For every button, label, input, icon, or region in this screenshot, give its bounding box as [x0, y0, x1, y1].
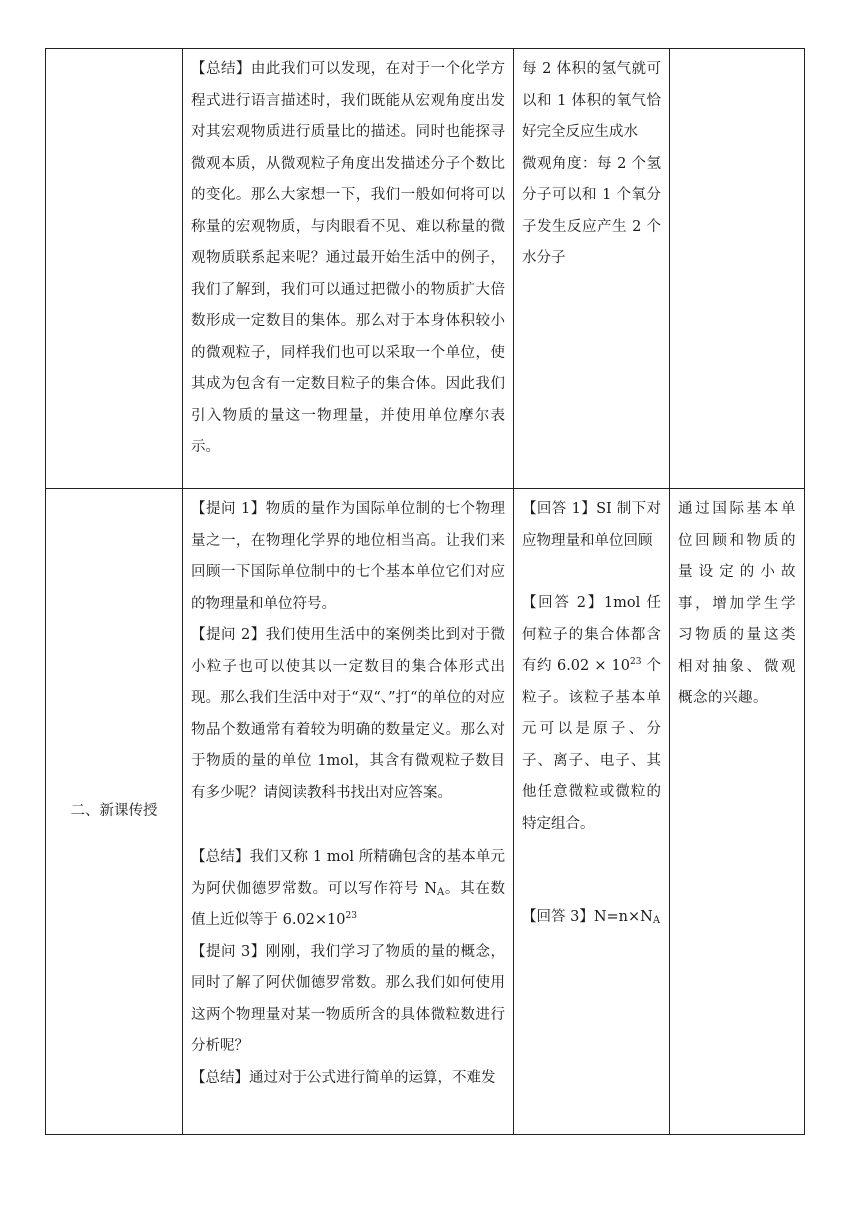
- summary-avogadro: 【总结】我们又称 1 mol 所精确包含的基本单元为阿伏伽德罗常数。可以写作符号 $N_A$。其在数值上近似等于 $6.02\times 10^{23}$: [191, 849, 506, 928]
- answer-1: 【回答 1】SI 制下对应物理量和单位回顾: [522, 501, 661, 549]
- design-intent-text: [670, 49, 804, 57]
- question-3: 【提问 3】刚刚，我们学习了物质的量的概念，同时了解了阿伏伽德罗常数。那么我们如何使用这两个物理量对某一物质所含的具体微粒数进行分析呢？: [191, 943, 505, 1054]
- question-2: 【提问 2】我们使用生活中的案例类比到对于微小粒子也可以使其以一定数目的集合体形式出现。那么我们生活中对于“双“、”打“的单位的对应物品个数通常有着较为明确的数量定义。那么对于物质的量的单位 1mol，其含有微观粒子数目有多少呢？请阅读教科书找出对应答案。: [191, 627, 505, 801]
- student-answer-macro: 每 2 体积的氢气就可以和 1 体积的氧气恰好完全反应生成水: [522, 61, 661, 140]
- table-row: [46, 489, 805, 1135]
- summary-paragraph: 【总结】由此我们可以发现，在对于一个化学方程式进行语言描述时，我们既能从宏观角度出发对其宏观物质进行质量比的描述。同时也能探寻微观本质，从微观粒子角度出发描述分子个数比的变化。那么大家想一下，我们一般如何将可以称量的宏观物质，与肉眼看不见、难以称量的微观物质联系起来呢？通过最开始生活中的例子，我们了解到，我们可以通过把微小的物质扩大倍数形成一定数目的集体。那么对于本身体积较小的微观粒子，同样我们也可以采取一个单位，使其成为包含有一定数目粒子的集合体。因此我们引入物质的量这一物理量，并使用单位摩尔表示。: [191, 61, 505, 455]
- student-activity-cell: [514, 489, 670, 1135]
- section-cell: [46, 489, 183, 1135]
- section-label: [46, 49, 182, 57]
- summary-formula: 【总结】通过对于公式进行简单的运算，不难发: [191, 1069, 496, 1086]
- student-answer-micro: 微观角度：每 2 个氢分子可以和 1 个氧分子发生反应产生 2 个水分子: [522, 155, 661, 266]
- design-intent-cell: [670, 49, 805, 489]
- question-1: 【提问 1】物质的量作为国际单位制的七个物理量之一，在物理化学界的地位相当高。让我们来回顾一下国际单位制中的七个基本单位它们对应的物理量和单位符号。: [191, 501, 505, 612]
- teacher-activity-cell: [183, 49, 514, 489]
- lesson-plan-table: [45, 48, 805, 1135]
- section-label: 二、新课传授: [70, 802, 158, 819]
- design-intent-text: 通过国际基本单位回顾和物质的量设定的小故事，增加学生学习物质的量这类相对抽象、微观概念的兴趣。: [678, 501, 796, 706]
- answer-2: 【回答 2】1mol 任何粒子的集合体都含有约 $6.02 \times 10^{23}$ 个粒子。该粒子基本单元可以是原子、分子、离子、电子、其他任意微粒或微粒的特定组合。: [522, 595, 661, 832]
- teacher-activity-cell: [183, 489, 514, 1135]
- design-intent-cell: [670, 489, 805, 1135]
- student-activity-cell: [514, 49, 670, 489]
- section-cell: [46, 49, 183, 489]
- answer-3: 【回答 3】$N=n\times N_A$: [522, 909, 661, 926]
- table-row: [46, 49, 805, 489]
